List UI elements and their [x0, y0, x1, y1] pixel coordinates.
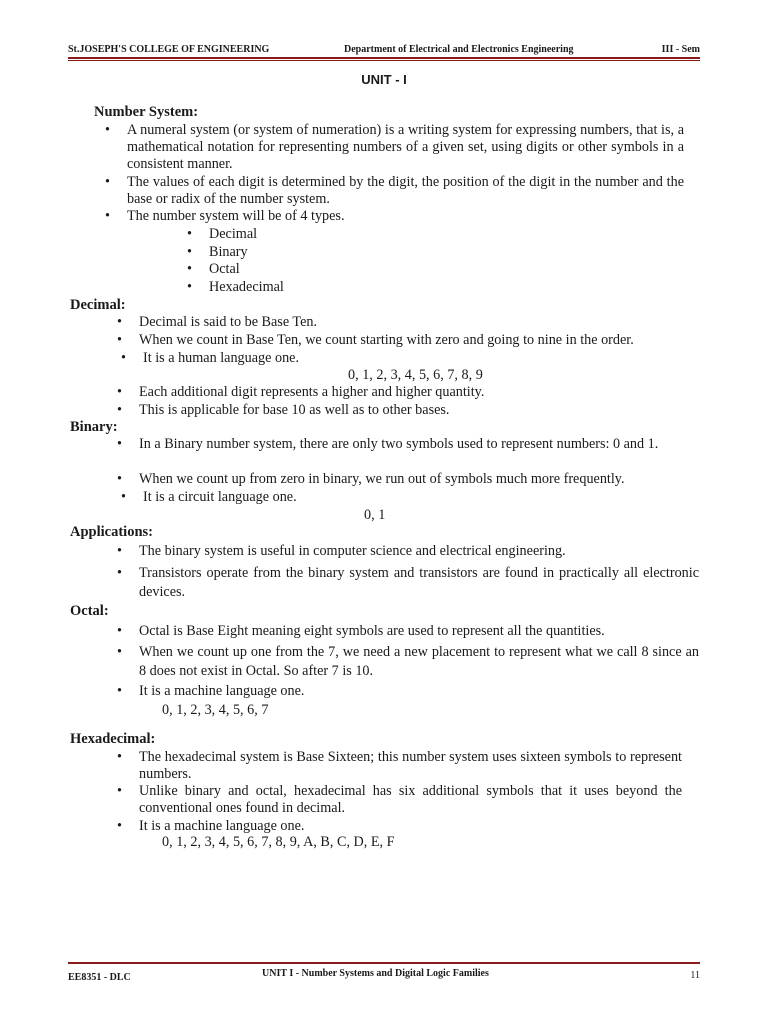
list-item: • It is a machine language one.	[139, 818, 682, 835]
binary-symbols: 0, 1	[364, 507, 386, 523]
list-item: • When we count up from zero in binary, we run out of symbols much more frequently.	[139, 471, 699, 488]
list-item: • The binary system is useful in computer science and electrical engineering.	[139, 543, 699, 560]
page-number: 11	[690, 970, 700, 981]
list-item: • The hexadecimal system is Base Sixteen; this number system uses sixteen symbols to represent numbers.	[139, 749, 682, 783]
list-item: • When we count up one from the 7, we need a new placement to represent what we call 8 since an 8 does not exist in Octal. So after 7 is 10.	[139, 643, 699, 681]
list-item: • Decimal is said to be Base Ten.	[139, 314, 699, 331]
header-rule-thin	[68, 60, 700, 61]
octal-symbols: 0, 1, 2, 3, 4, 5, 6, 7	[162, 702, 269, 718]
list-item: • It is a circuit language one.	[143, 489, 699, 506]
header-semester: III - Sem	[661, 44, 700, 55]
type-item-octal: • Octal	[209, 261, 240, 278]
heading-applications: Applications:	[70, 524, 153, 540]
list-item: • The values of each digit is determined by the digit, the position of the digit in the number and the base or radix of the number system.	[127, 174, 684, 208]
list-item: • Octal is Base Eight meaning eight symbols are used to represent all the quantities.	[139, 623, 699, 640]
type-item-hexadecimal: • Hexadecimal	[209, 279, 284, 296]
list-item: • It is a human language one.	[143, 350, 699, 367]
type-item-decimal: • Decimal	[209, 226, 257, 243]
header-college: St.JOSEPH'S COLLEGE OF ENGINEERING	[68, 44, 270, 55]
footer-rule	[68, 962, 700, 964]
heading-binary: Binary:	[70, 419, 118, 435]
footer-course-code: EE8351 - DLC	[68, 972, 131, 983]
list-item: • The number system will be of 4 types.	[127, 208, 684, 225]
list-item: • A numeral system (or system of numeration) is a writing system for expressing numbers, that is, a mathematical notation for representing numbers of a given set, using digits or other symbols in a consistent manner.	[127, 122, 684, 173]
list-item: • Each additional digit represents a higher and higher quantity.	[139, 384, 699, 401]
list-item: • Unlike binary and octal, hexadecimal has six additional symbols that it uses beyond the conventional ones found in decimal.	[139, 783, 682, 817]
list-item: • It is a machine language one.	[139, 683, 699, 700]
list-item: • When we count in Base Ten, we count starting with zero and going to nine in the order.	[139, 332, 699, 349]
heading-decimal: Decimal:	[70, 297, 126, 313]
heading-hexadecimal: Hexadecimal:	[70, 731, 156, 747]
header-department: Department of Electrical and Electronics Engineering	[344, 44, 574, 55]
header-rule	[68, 57, 700, 59]
list-item: • This is applicable for base 10 as well as to other bases.	[139, 402, 699, 419]
unit-title: UNIT - I	[361, 72, 407, 87]
heading-octal: Octal:	[70, 603, 109, 619]
heading-number-system: Number System:	[94, 104, 199, 120]
footer-title: UNIT I - Number Systems and Digital Logic Families	[262, 968, 489, 979]
list-item: • Transistors operate from the binary system and transistors are found in practically all electronic devices.	[139, 564, 699, 602]
list-item: • In a Binary number system, there are only two symbols used to represent numbers: 0 and 1.	[139, 436, 695, 453]
hexadecimal-symbols: 0, 1, 2, 3, 4, 5, 6, 7, 8, 9, A, B, C, D, E, F	[162, 834, 395, 850]
decimal-symbols: 0, 1, 2, 3, 4, 5, 6, 7, 8, 9	[348, 367, 483, 383]
type-item-binary: • Binary	[209, 244, 248, 261]
